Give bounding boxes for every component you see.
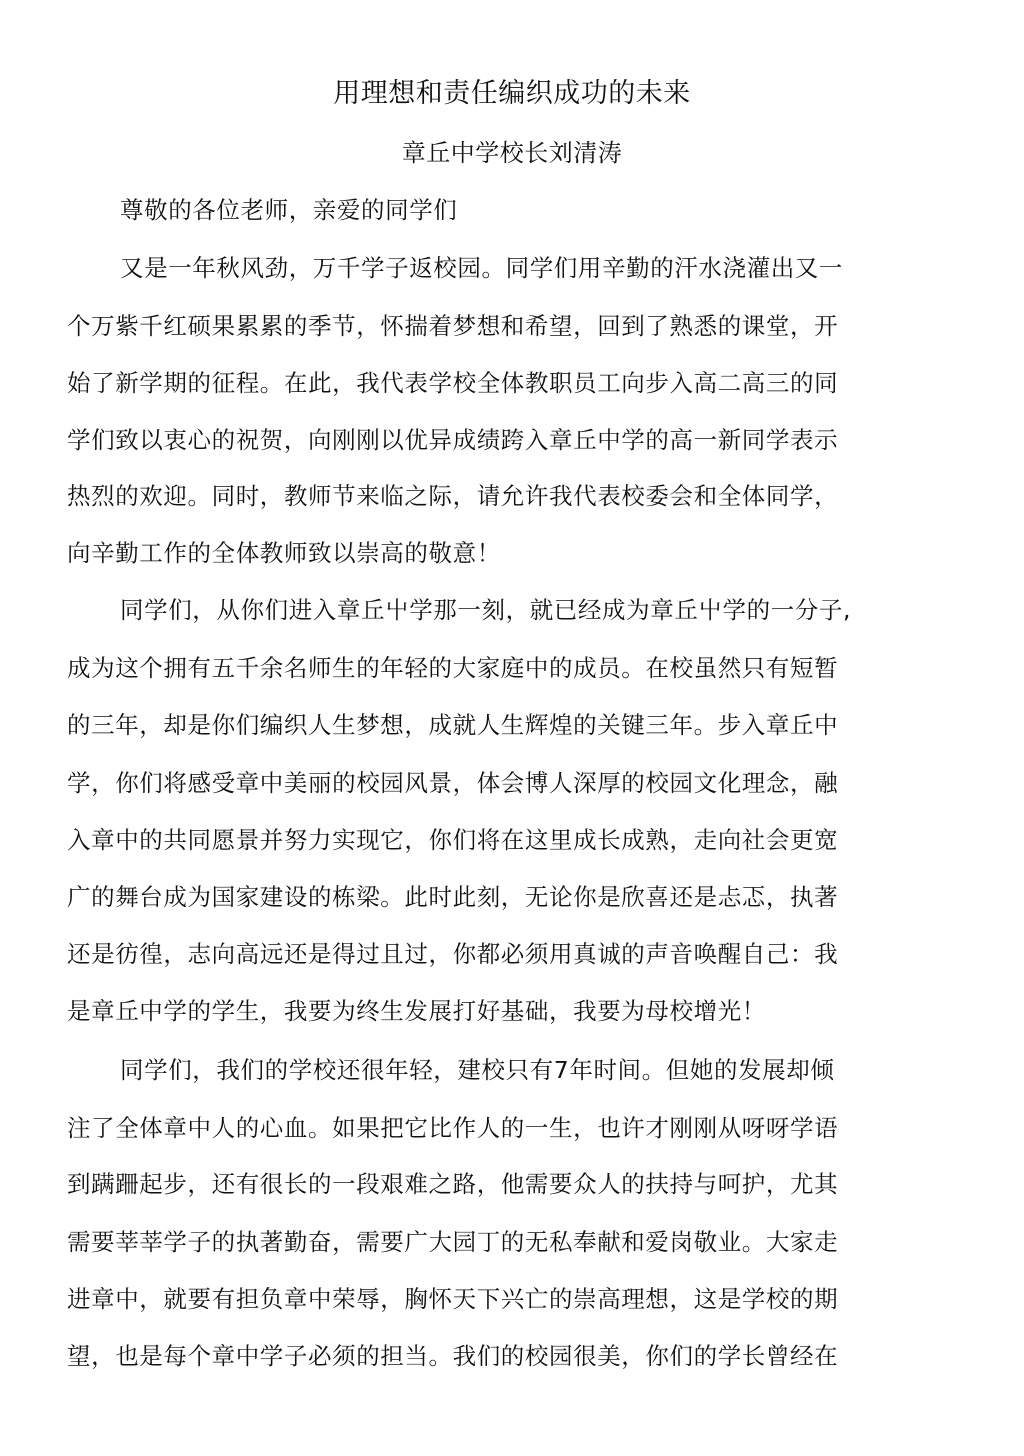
body-line: 学们致以衷心的祝贺，向刚刚以优异成绩跨入章丘中学的高一新同学表示 (67, 426, 839, 454)
body-line: 个万紫千红硕果累累的季节，怀揣着梦想和希望，回到了熟悉的课堂，开 (67, 312, 839, 340)
document-author: 章丘中学校长刘清涛 (401, 139, 623, 167)
body-line: 同学们，我们的学校还很年轻，建校只有7年时间。但她的发展却倾 (120, 1056, 835, 1084)
body-line: 成为这个拥有五千余名师生的年轻的大家庭中的成员。在校虽然只有短暂 (67, 654, 839, 682)
body-line: 是章丘中学的学生，我要为终生发展打好基础，我要为母校增光！ (67, 997, 766, 1025)
body-line: 又是一年秋风劲，万千学子返校园。同学们用辛勤的汗水浇灌出又一 (120, 254, 843, 282)
body-line: 入章中的共同愿景并努力实现它，你们将在这里成长成熟，走向社会更宽 (67, 826, 839, 854)
body-line: 广的舞台成为国家建设的栋梁。此时此刻，无论你是欣喜还是忐忑，执著 (67, 883, 839, 911)
body-line: 始了新学期的征程。在此，我代表学校全体教职员工向步入高二高三的同 (67, 369, 839, 397)
body-line: 进章中，就要有担负章中荣辱，胸怀天下兴亡的崇高理想，这是学校的期 (67, 1285, 839, 1313)
body-line: 学，你们将感受章中美丽的校园风景，体会博人深厚的校园文化理念，融 (67, 769, 839, 797)
document-title: 用理想和责任编织成功的未来 (333, 78, 691, 109)
body-line: 向辛勤工作的全体教师致以崇高的敬意！ (67, 539, 501, 567)
body-line: 尊敬的各位老师，亲爱的同学们 (120, 196, 458, 224)
body-line: 还是彷徨，志向高远还是得过且过，你都必须用真诚的声音唤醒自己：我 (67, 940, 839, 968)
body-line: 到蹒跚起步，还有很长的一段艰难之路，他需要众人的扶持与呵护，尤其 (67, 1170, 839, 1198)
body-line: 望，也是每个章中学子必须的担当。我们的校园很美，你们的学长曾经在 (67, 1342, 839, 1370)
body-line: 的三年，却是你们编织人生梦想，成就人生辉煌的关键三年。步入章丘中 (67, 711, 839, 739)
body-line: 注了全体章中人的心血。如果把它比作人的一生，也许才刚刚从呀呀学语 (67, 1114, 839, 1142)
body-line: 热烈的欢迎。同时，教师节来临之际，请允许我代表校委会和全体同学， (67, 482, 839, 510)
body-line: 同学们，从你们进入章丘屮学那一刻，就已经成为章丘屮学的一分子, (120, 596, 852, 624)
body-line: 需要莘莘学子的执著勤奋，需要广大园丁的无私奉献和爱岗敬业。大家走 (67, 1228, 839, 1256)
